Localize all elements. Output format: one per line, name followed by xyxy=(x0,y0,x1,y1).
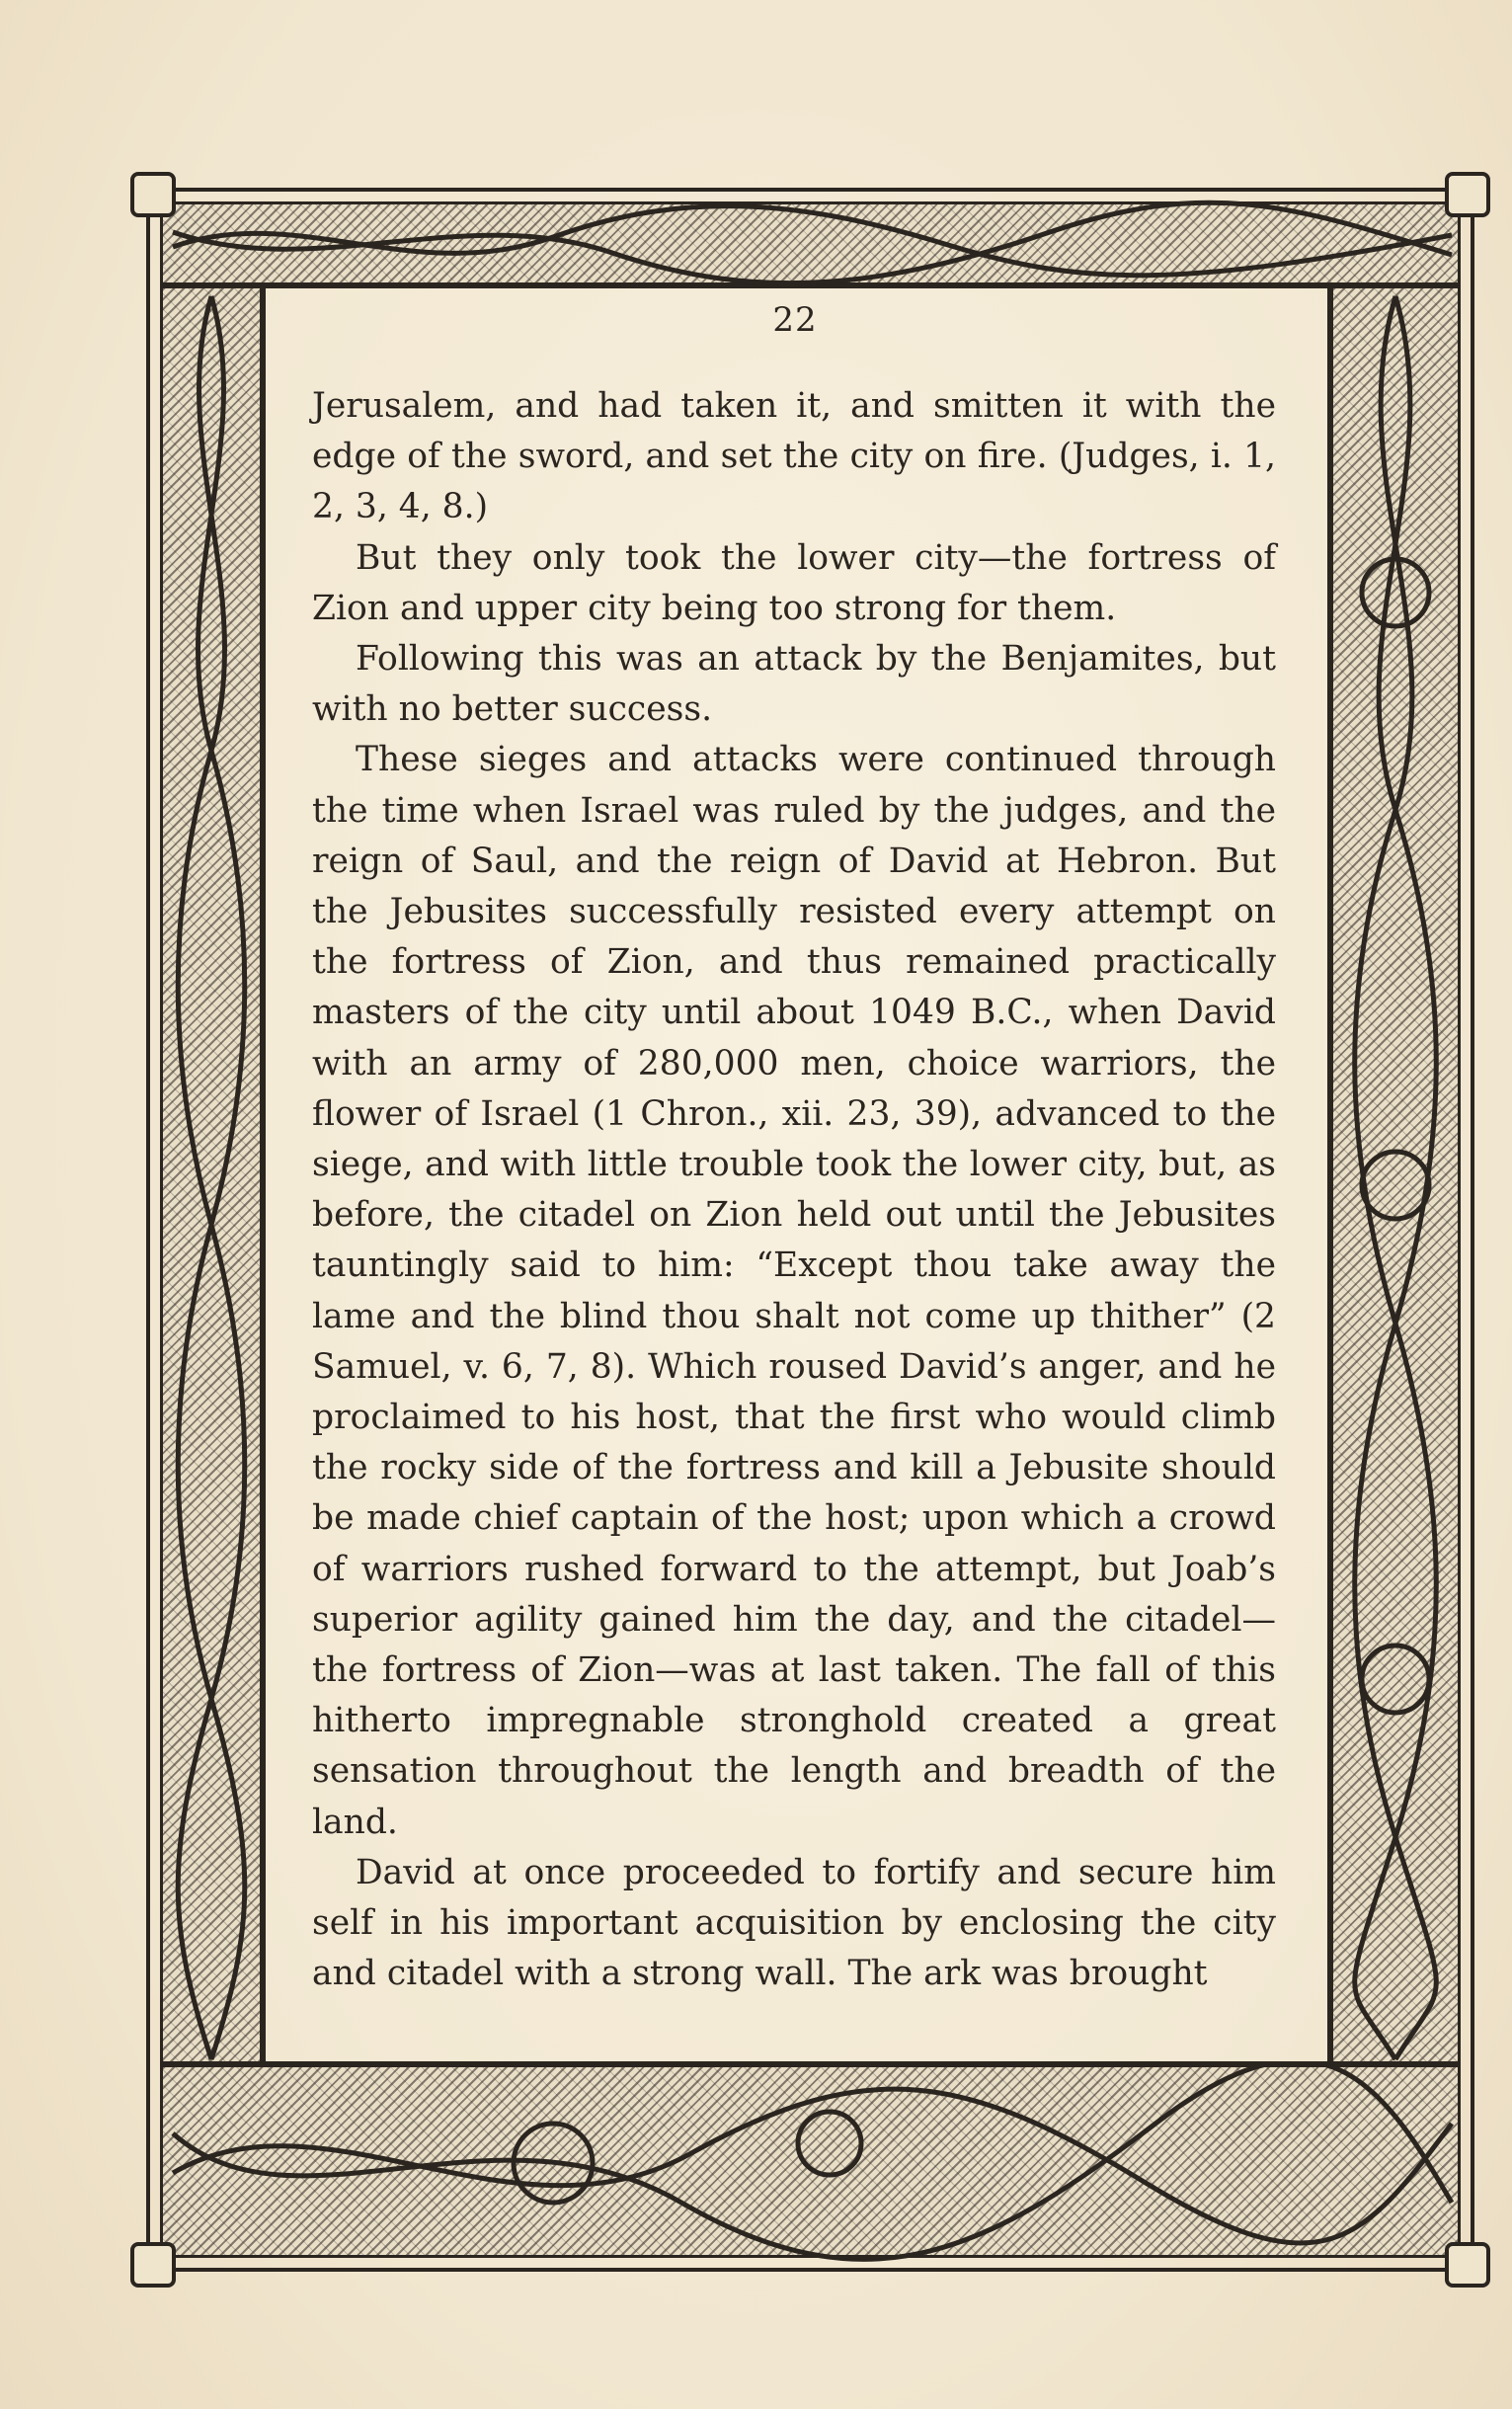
right-scroll-circle xyxy=(1362,1646,1429,1713)
corner-ornament-top-right xyxy=(1445,172,1490,217)
right-scroll-circle xyxy=(1362,1152,1429,1219)
bottom-scroll-circle xyxy=(798,2112,861,2175)
paragraph: Following this was an attack by the Benjamites, but with no better success. xyxy=(312,639,1276,730)
corner-ornament-bottom-right xyxy=(1445,2242,1490,2288)
body-text xyxy=(312,381,1276,2000)
corner-ornament-top-left xyxy=(130,172,176,217)
bottom-interlace-line xyxy=(173,2060,1452,2259)
top-interlace-line xyxy=(173,206,1452,276)
paragraph: These sieges and attacks were continued through the time when Israel was ruled by the judges, and the reign of Saul, and the reign of David at Hebron. But the Jebusites successfully resisted every attempt on the fortress of Zion, and thus remained practically masters of the city until about 1049 B.C., when David with an army of 280,000 men, choice warriors, the flower of Israel (1 Chron., xii. 23, 39), advanced to the siege, and with little trouble took the lower city, but, as before, the citadel on Zion held out until the Jebusites tauntingly said to him: “Except thou take away the lame and the blind thou shalt not come up thither” (2 Samuel, v. 6, 7, 8). Which roused David’s anger, and he proclaimed to his host, that the first who would climb the rocky side of the fortress and kill a Jebusite should be made chief captain of the host; upon which a crowd of warriors rushed forward to the attempt, but Joab’s superior agility gained him the day, and the citadel—the fortress of Zion—was at last taken. The fall of this hitherto impregnable stronghold created a great sensation throughout the length and breadth of the land. xyxy=(312,740,1276,1842)
paragraph: Jerusalem, and had taken it, and smitten it with the edge of the sword, and set the city on fire. (Judges, i. 1, 2, 3, 4, 8.) xyxy=(312,386,1276,527)
page-number: 22 xyxy=(772,300,818,340)
paragraph: But they only took the lower city—the fortress of Zion and upper city being too strong for them. xyxy=(312,537,1276,628)
right-scroll-circle xyxy=(1362,559,1429,626)
corner-ornament-bottom-left xyxy=(130,2242,176,2288)
paragraph: David at once proceeded to fortify and secure him self in his important acquisition by enclosing the city and citadel with a strong wall. The ark was brought xyxy=(312,1852,1276,1994)
bottom-interlace-line xyxy=(173,2089,1452,2243)
